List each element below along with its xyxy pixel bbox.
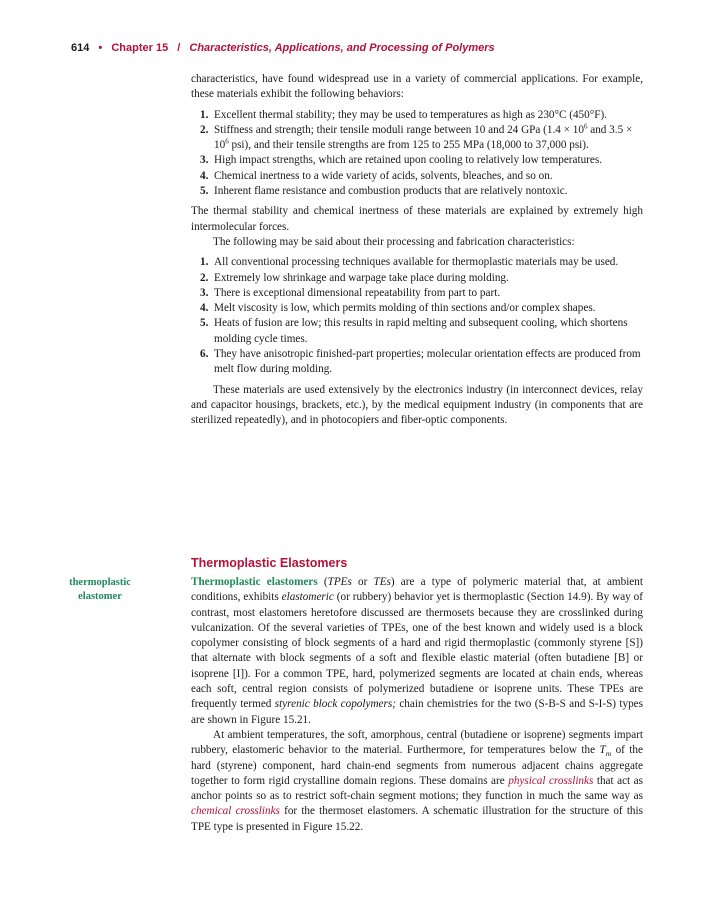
- header-bullet: •: [98, 42, 103, 54]
- list-number: 4.: [200, 169, 209, 182]
- behavior-item: [191, 108, 643, 123]
- behavior-item: [191, 169, 643, 184]
- tpe-paragraph: Thermoplastic elastomers (TPEs or TEs) are a type of polymeric material that, at ambient conditions, exhibits elastomeric (or rubbery) behavior yet is thermoplastic (Section 14.9). By way of contrast, most elastomers heretofore discussed are thermosets because they are crosslinked during vulcanization. Of the several varieties of TPEs, one of the best known and widely used is a block copolymer consisting of block segments of a hard and rigid thermoplastic (commonly styrene [S]) that alternate with block segments of a soft and flexible elastic material (often butadiene [B] or isoprene [I]). For a common TPE, hard, polymerized segments are located at chain ends, whereas each soft, central region consists of polymerized butadiene or isoprene units. These TPEs are frequently termed styrenic block copolymers; chain chemistries for the two (S-B-S and S-I-S) types are shown in Figure 15.21.: [191, 576, 643, 726]
- list-number: 5.: [200, 317, 209, 330]
- list-number: 3.: [200, 286, 209, 299]
- list-text: Chemical inertness to a wide variety of acids, solvents, bleaches, and so on.: [214, 169, 553, 182]
- processing-item: [191, 301, 643, 316]
- behavior-item: [191, 153, 643, 168]
- running-head: [71, 42, 495, 54]
- processing-item: [191, 255, 643, 270]
- behavior-item: [191, 123, 643, 154]
- processing-item: [191, 271, 643, 286]
- section-heading: Thermoplastic Elastomers: [191, 556, 348, 570]
- list-text: Inherent flame resistance and combustion products that are relatively nontoxic.: [214, 185, 568, 198]
- header-separator: /: [177, 42, 181, 54]
- list-text: Stiffness and strength; their tensile moduli range between 10 and 24 GPa ($1.4 \times 10^6$ and $3.5 \times 10^6$ psi), and their tensile strengths are from 125 to 255 MPa (18,000 to 37,000 psi).: [214, 122, 633, 152]
- ambient-paragraph: At ambient temperatures, the soft, amorphous, central (butadiene or isoprene) segments impart rubbery, elastomeric behavior to the material. Furthermore, for temperatures below the $T_m$ of the hard (styrene) component, hard chain-end segments from numerous adjacent chains aggregate together to form rigid crystalline domain regions. These domains are physical crosslinks that act as anchor points so as to restrict soft-chain segment motions; they function in much the same way as chemical crosslinks for the thermoset elastomers. A schematic illustration for the structure of this TPE type is presented in Figure 15.22.: [191, 728, 643, 833]
- body-upper: [191, 72, 643, 429]
- chapter-title: Characteristics, Applications, and Processing of Polymers: [189, 42, 495, 54]
- list-text: Heats of fusion are low; this results in rapid melting and subsequent cooling, which shortens molding cycle times.: [214, 317, 628, 345]
- list-number: 6.: [200, 348, 209, 361]
- list-text: Excellent thermal stability; they may be used to temperatures as high as 230°C (450°F).: [214, 108, 607, 121]
- margin-glossary-term: thermoplastic elastomer: [69, 577, 131, 602]
- processing-item: [191, 347, 643, 378]
- stability-paragraph: The thermal stability and chemical inertness of these materials are explained by extremely high intermolecular forces.: [191, 205, 643, 233]
- uses-paragraph: These materials are used extensively by the electronics industry (in interconnect devices, relay and capacitor housings, brackets, etc.), by the medical equipment industry (in components that are sterilized repeatedly), and in photocopiers and fiber-optic components.: [191, 383, 643, 427]
- processing-list: [191, 255, 643, 377]
- list-number: 5.: [200, 185, 209, 198]
- list-text: There is exceptional dimensional repeatability from part to part.: [214, 286, 501, 299]
- list-number: 4.: [200, 302, 209, 315]
- chapter-label: Chapter 15: [111, 42, 169, 54]
- list-number: 2.: [200, 271, 209, 284]
- page-number: 614: [71, 42, 90, 54]
- intro-paragraph: characteristics, have found widespread use in a variety of commercial applications. For example, these materials exhibit the following behaviors:: [191, 73, 643, 101]
- list-text: All conventional processing techniques available for thermoplastic materials may be used.: [214, 256, 619, 269]
- list-number: 1.: [200, 108, 209, 121]
- processing-intro: The following may be said about their processing and fabrication characteristics:: [213, 235, 575, 248]
- list-text: Melt viscosity is low, which permits molding of thin sections and/or complex shapes.: [214, 302, 596, 315]
- list-text: Extremely low shrinkage and warpage take place during molding.: [214, 271, 509, 284]
- list-text: High impact strengths, which are retained upon cooling to relatively low temperatures.: [214, 154, 603, 167]
- list-number: 2.: [200, 123, 209, 136]
- behaviors-list: [191, 108, 643, 200]
- list-text: They have anisotropic finished-part properties; molecular orientation effects are produced from melt flow during molding.: [214, 348, 641, 376]
- list-number: 1.: [200, 256, 209, 269]
- processing-item: [191, 316, 643, 347]
- list-number: 3.: [200, 154, 209, 167]
- body-lower: [191, 575, 643, 835]
- behavior-item: [191, 184, 643, 199]
- processing-item: [191, 286, 643, 301]
